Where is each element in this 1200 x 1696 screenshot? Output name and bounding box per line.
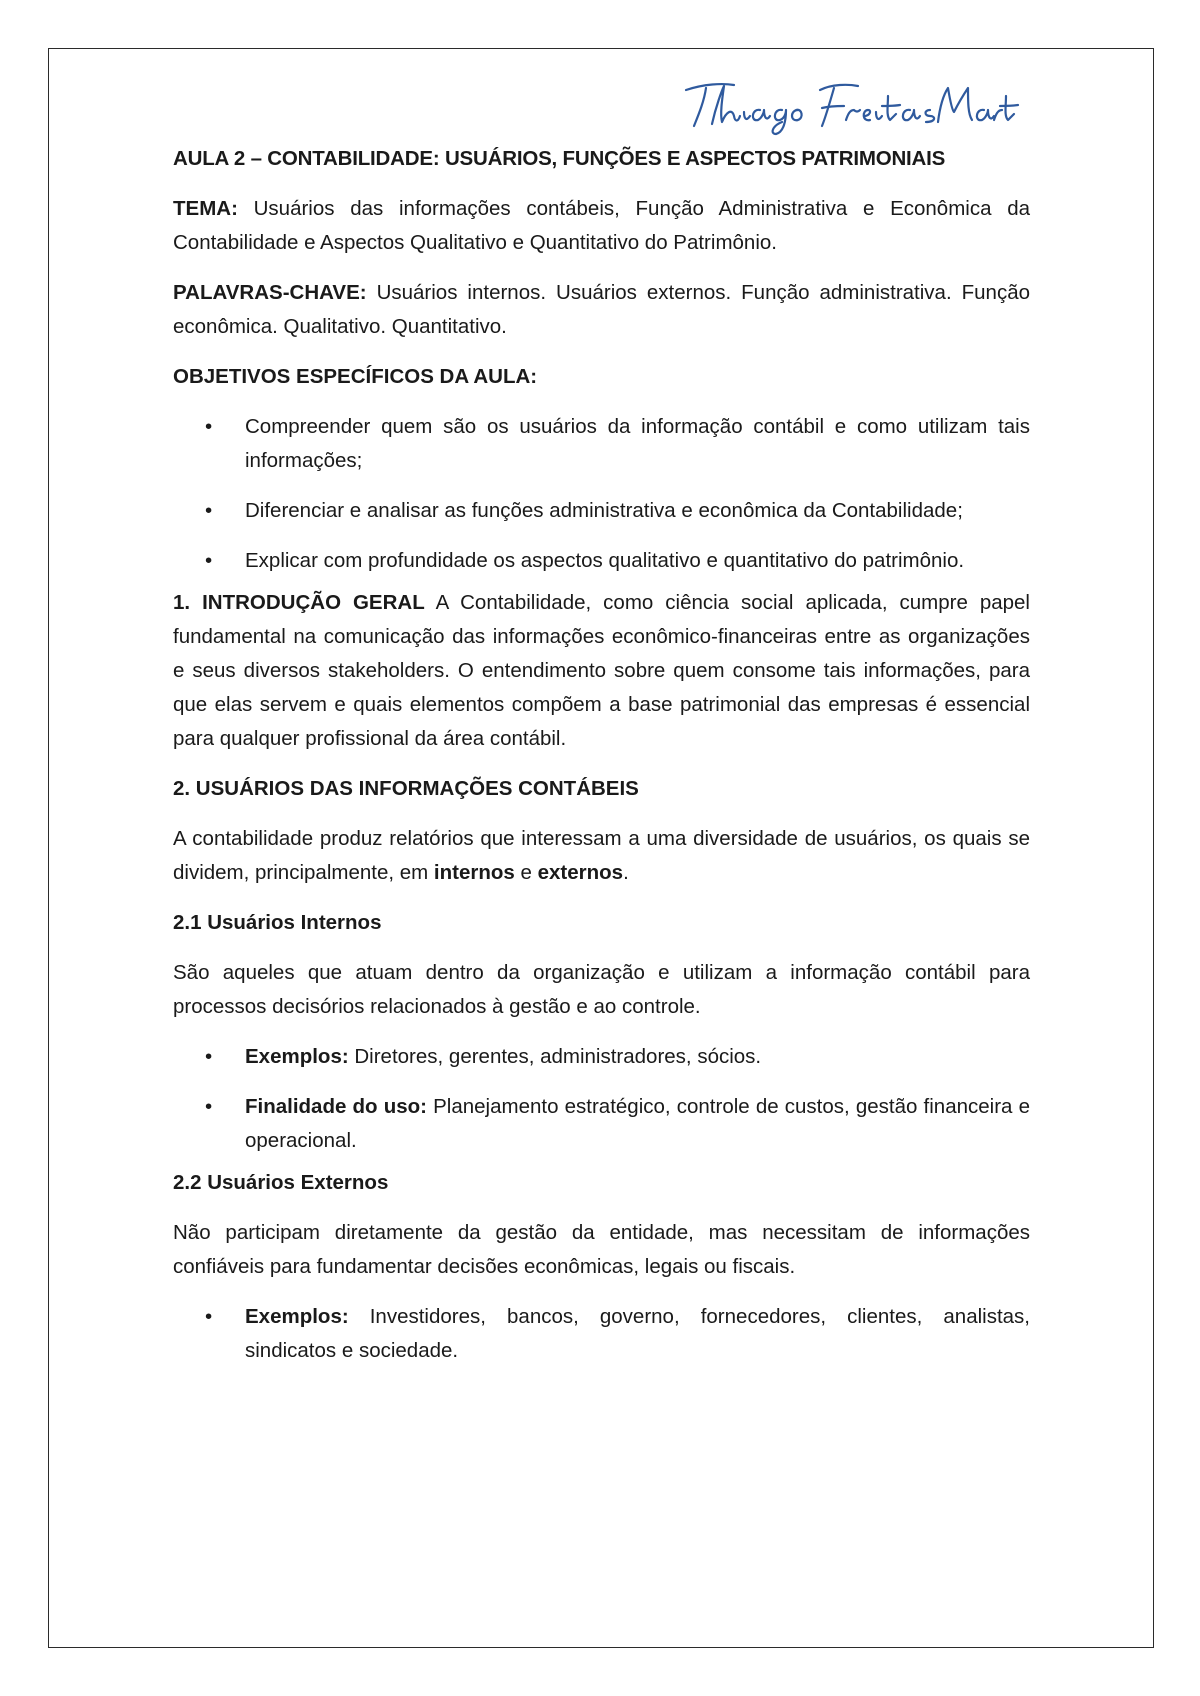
tema-text: Usuários das informações contábeis, Função Administrativa e Econômica da Contabilidade e Aspectos Qualitativo e Quantitativo do Patrimônio. (173, 197, 1030, 254)
document-title: AULA 2 – CONTABILIDADE: USUÁRIOS, FUNÇÕES E ASPECTOS PATRIMONIAIS (173, 147, 946, 170)
bullet-icon: • (205, 1095, 213, 1118)
bullet-icon: • (205, 549, 213, 572)
section2-heading: 2. USUÁRIOS DAS INFORMAÇÕES CONTÁBEIS (173, 777, 639, 800)
list-item-text: Diretores, gerentes, administradores, sócios. (348, 1045, 762, 1068)
section2-end: . (623, 861, 629, 884)
internal-users-list (173, 1040, 1030, 1158)
keywords-paragraph (173, 276, 1030, 344)
external-users-list (173, 1300, 1030, 1368)
internos-term: internos (433, 861, 515, 884)
externos-term: externos (537, 861, 624, 884)
internal-users-heading: 2.1 Usuários Internos (173, 911, 382, 934)
objectives-heading: OBJETIVOS ESPECÍFICOS DA AULA: (173, 365, 538, 388)
list-item (173, 544, 1030, 578)
list-item (173, 1040, 1030, 1074)
list-item-text: Planejamento estratégico, controle de custos, gestão financeira e operacional. (245, 1095, 1030, 1152)
objectives-list (173, 410, 1030, 578)
list-item-label: Exemplos: (245, 1305, 349, 1328)
list-item-label: Finalidade do uso: (245, 1095, 427, 1118)
intro-paragraph (173, 586, 1030, 756)
tema-paragraph (173, 192, 1030, 260)
tema-label: TEMA: (173, 197, 238, 220)
document-body (173, 142, 1030, 1384)
list-item-text: Investidores, bancos, governo, fornecedores, clientes, analistas, sindicatos e sociedade. (245, 1305, 1030, 1362)
list-item (173, 1300, 1030, 1368)
section2-conj: e (514, 861, 538, 884)
list-item (173, 494, 1030, 528)
signature-image (682, 76, 1022, 138)
list-item (173, 1090, 1030, 1158)
external-users-heading: 2.2 Usuários Externos (173, 1171, 389, 1194)
list-item-label: Exemplos: (245, 1045, 349, 1068)
section2-paragraph (173, 822, 1030, 890)
list-item-text: Compreender quem são os usuários da informação contábil e como utilizam tais informações; (245, 415, 1030, 472)
list-item-text: Explicar com profundidade os aspectos qualitativo e quantitativo do patrimônio. (245, 549, 965, 572)
keywords-text: Usuários internos. Usuários externos. Função administrativa. Função econômica. Qualitativo. Quantitativo. (173, 281, 1030, 338)
internal-users-paragraph: São aqueles que atuam dentro da organização e utilizam a informação contábil para processos decisórios relacionados à gestão e ao controle. (173, 961, 1030, 1018)
list-item-text: Diferenciar e analisar as funções administrativa e econômica da Contabilidade; (245, 499, 963, 522)
keywords-label: PALAVRAS-CHAVE: (173, 281, 367, 304)
bullet-icon: • (205, 1305, 213, 1328)
external-users-paragraph: Não participam diretamente da gestão da entidade, mas necessitam de informações confiáveis para fundamentar decisões econômicas, legais ou fiscais. (173, 1221, 1030, 1278)
intro-text: A Contabilidade, como ciência social aplicada, cumpre papel fundamental na comunicação das informações econômico-financeiras entre as organizações e seus diversos stakeholders. O entendimento sobre quem consome tais informações, para que elas servem e quais elementos compõem a base patrimonial das empresas é essencial para qualquer profissional da área contábil. (173, 591, 1030, 750)
section2-text: A contabilidade produz relatórios que interessam a uma diversidade de usuários, os quais se dividem, principalmente, em (173, 827, 1030, 884)
intro-label: 1. INTRODUÇÃO GERAL (173, 591, 425, 614)
bullet-icon: • (205, 1045, 213, 1068)
bullet-icon: • (205, 415, 213, 438)
bullet-icon: • (205, 499, 213, 522)
list-item (173, 410, 1030, 478)
